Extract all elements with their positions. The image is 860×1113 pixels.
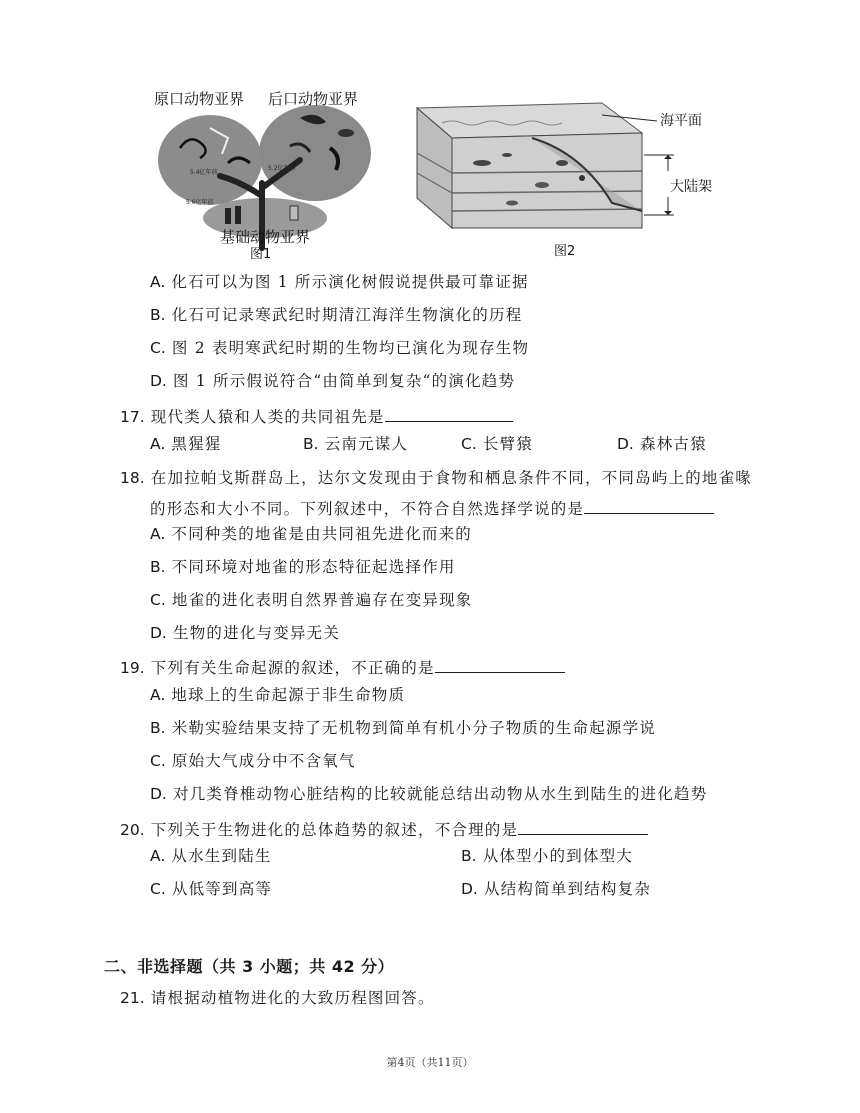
q17-stem: 17. 现代类人猿和人类的共同祖先是 (120, 405, 513, 427)
q20-option-a: A. 从水生到陆生 (150, 847, 272, 865)
q17-option-d: D. 森林古猿 (617, 435, 707, 453)
q19-stem: 19. 下列有关生命起源的叙述，不正确的是 (120, 656, 565, 678)
q16-option-d: D. 图 1 所示假说符合“由简单到复杂“的演化趋势 (150, 372, 516, 390)
q20-stem: 20. 下列关于生物进化的总体趋势的叙述，不合理的是 (120, 818, 648, 840)
q17-option-b: B. 云南元谋人 (303, 435, 409, 453)
figure-1-evolution-tree (150, 88, 375, 263)
q16-option-c: C. 图 2 表明寒武纪时期的生物均已演化为现存生物 (150, 339, 530, 357)
label-sea-level: 海平面 (660, 113, 702, 129)
q21-stem: 21. 请根据动植物进化的大致历程图回答。 (120, 989, 435, 1007)
q20-option-d: D. 从结构简单到结构复杂 (461, 880, 652, 898)
q16-option-b: B. 化石可记录寒武纪时期清江海洋生物演化的历程 (150, 306, 523, 324)
q16-option-a: A. 化石可以为图 1 所示演化树假说提供最可靠证据 (150, 273, 529, 291)
label-base: 基础动物亚界 (220, 228, 311, 246)
figure-1-caption: 图1 (250, 247, 272, 262)
q17-answer-blank[interactable] (385, 405, 513, 422)
svg-text:5.2亿年前: 5.2亿年前 (268, 165, 296, 172)
q18-stem-line-1: 18. 在加拉帕戈斯群岛上，达尔文发现由于食物和栖息条件不同，不同岛屿上的地雀喙 (120, 469, 752, 487)
q19-option-b: B. 米勒实验结果支持了无机物到简单有机小分子物质的生命起源学说 (150, 719, 657, 737)
q20-answer-blank[interactable] (518, 818, 648, 835)
label-protostome: 原口动物亚界 (154, 90, 245, 108)
figure-2-caption: 图2 (554, 244, 576, 259)
q20-option-c: C. 从低等到高等 (150, 880, 273, 898)
q18-option-a: A. 不同种类的地雀是由共同祖先进化而来的 (150, 525, 473, 543)
q17-option-c: C. 长臂猿 (461, 435, 533, 453)
q18-option-b: B. 不同环境对地雀的形态特征起选择作用 (150, 558, 456, 576)
svg-text:5.6亿年前: 5.6亿年前 (186, 199, 214, 206)
q20-option-b: B. 从体型小的到体型大 (461, 847, 634, 865)
page-footer: 第4页（共11页） (386, 1056, 474, 1069)
q18-option-c: C. 地雀的进化表明自然界普遍存在变异现象 (150, 591, 473, 609)
q17-option-a: A. 黑猩猩 (150, 435, 222, 453)
figure-2-seafloor-diagram (412, 93, 712, 263)
section-2-title: 二、非选择题（共 3 小题；共 42 分） (104, 957, 395, 976)
label-deuterostome: 后口动物亚界 (268, 90, 359, 108)
q19-option-c: C. 原始大气成分中不含氧气 (150, 752, 356, 770)
q18-option-d: D. 生物的进化与变异无关 (150, 624, 341, 642)
svg-text:5.4亿年前: 5.4亿年前 (190, 169, 218, 176)
label-continental-shelf: 大陆架 (670, 179, 712, 195)
q19-option-d: D. 对几类脊椎动物心脏结构的比较就能总结出动物从水生到陆生的进化趋势 (150, 785, 708, 803)
q18-stem-line-2: 的形态和大小不同。下列叙述中，不符合自然选择学说的是 (150, 497, 714, 519)
q19-option-a: A. 地球上的生命起源于非生命物质 (150, 686, 406, 704)
q19-answer-blank[interactable] (435, 656, 565, 673)
q18-answer-blank[interactable] (584, 497, 714, 514)
